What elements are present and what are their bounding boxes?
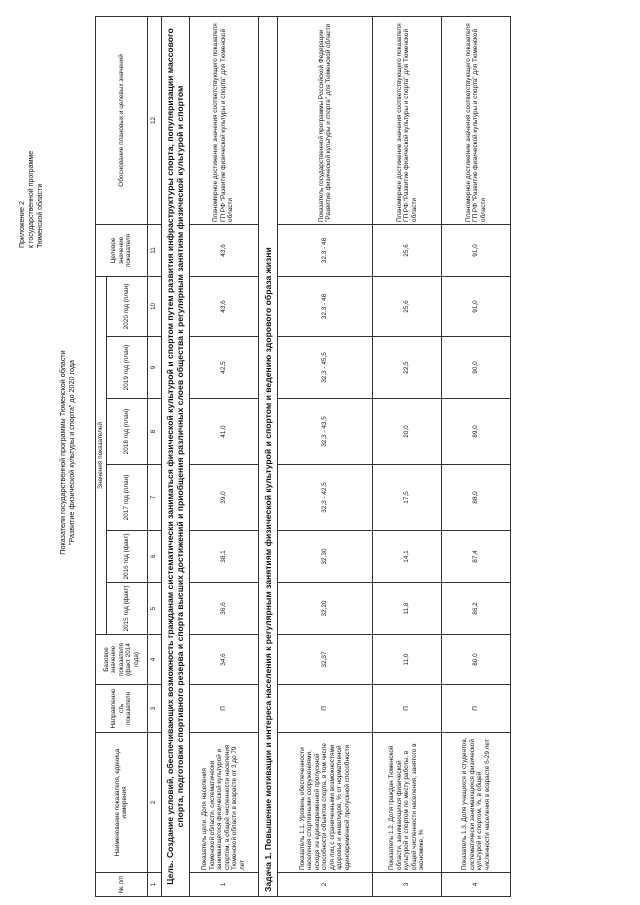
column-number-row: [147, 16, 161, 896]
appendix-line-1: Приложение 2: [19, 201, 26, 248]
header-2016: 2016 год (факт): [106, 531, 147, 583]
row-2015: 86,2: [442, 583, 511, 635]
header-values: Значения показателей: [96, 276, 107, 634]
row-name: Показатель 1.1. Уровень обеспеченности населения спортивными сооружениями, исходя из единовременной пропускной способности объектов спорта, в том числе для лиц с ограниченными возможностями здоровья и инвалидов, % от нормативной единовременной пропускной способности: [278, 733, 373, 873]
header-2018: 2018 год (план): [106, 399, 147, 465]
row-target: 91,0: [442, 224, 511, 276]
row-2015: 11,8: [373, 583, 442, 635]
goal-row: [161, 16, 189, 896]
row-reason: Планомерное достижение значения соответствующего показателя ГП РФ "Развитие физической культуры и спорта" для Тюменской области: [442, 16, 511, 224]
indicators-table: [95, 16, 511, 897]
row-num: 2: [278, 873, 373, 897]
header-2017: 2017 год (план): [106, 465, 147, 531]
row-2020: 32,3 - 48: [278, 276, 373, 336]
row-num: 3: [373, 873, 442, 897]
appendix-note: [18, 18, 45, 248]
task-row: [258, 16, 278, 896]
row-base: 80,0: [442, 635, 511, 685]
row-base: 11,0: [373, 635, 442, 685]
row-direction: П: [373, 685, 442, 733]
row-2016: 32,30: [278, 531, 373, 583]
row-2017: 88,0: [442, 465, 511, 531]
row-2018: 41,0: [189, 399, 258, 465]
header-direction: Направленно сть показателя: [96, 685, 148, 733]
row-target: 32,3 - 48: [278, 224, 373, 276]
table-row: [373, 16, 442, 896]
row-2017: 17,5: [373, 465, 442, 531]
row-2020: 43,6: [189, 276, 258, 336]
table-row: [189, 16, 258, 896]
col-number: 11: [147, 224, 161, 276]
document-title: [58, 200, 76, 705]
row-2020: 91,0: [442, 276, 511, 336]
header-2020: 2020 год (план): [106, 276, 147, 336]
col-number: 7: [147, 465, 161, 531]
table-row: [442, 16, 511, 896]
header-row-top: [96, 16, 107, 896]
row-target: 25,6: [373, 224, 442, 276]
col-number: 3: [147, 685, 161, 733]
row-2015: 32,20: [278, 583, 373, 635]
title-line-1: Показатели государственной программы Тюменской области: [58, 350, 67, 555]
row-2015: 36,6: [189, 583, 258, 635]
header-2015: 2015 год (факт): [106, 583, 147, 635]
header-reason: Обоснование плановых и целевых значений: [96, 16, 148, 224]
row-2016: 14,1: [373, 531, 442, 583]
row-direction: П: [189, 685, 258, 733]
row-num: 4: [442, 873, 511, 897]
row-direction: П: [278, 685, 373, 733]
row-base: 34,6: [189, 635, 258, 685]
row-direction: П: [442, 685, 511, 733]
row-2020: 25,6: [373, 276, 442, 336]
appendix-line-3: Тюменской области: [37, 183, 44, 248]
row-2017: 32,3 - 42,5: [278, 465, 373, 531]
header-num: № п/п: [96, 873, 148, 897]
header-2019: 2019 год (план): [106, 337, 147, 399]
row-num: 1: [189, 873, 258, 897]
row-2018: 32,3 - 43,5: [278, 399, 373, 465]
col-number: 9: [147, 337, 161, 399]
col-number: 8: [147, 399, 161, 465]
row-2018: 20,0: [373, 399, 442, 465]
row-2016: 38,1: [189, 531, 258, 583]
row-2019: 90,0: [442, 337, 511, 399]
row-2019: 22,5: [373, 337, 442, 399]
task-1-text: Задача 1. Повышение мотивации и интереса населения к регулярным занятиям физической культурой и спортом и ведению здорового образа жизни: [258, 16, 278, 896]
row-name: Показатель 1.2. Доля граждан Тюменской области, занимающихся физической культурой и спортом по месту работы, в общей численности населения, занятого в экономике, %: [373, 733, 442, 873]
row-2019: 32,3 - 45,5: [278, 337, 373, 399]
col-number: 2: [147, 733, 161, 873]
row-2016: 87,4: [442, 531, 511, 583]
row-name: Показатель 1.3. Доля учащихся и студентов, систематически занимающихся физической культурой и спортом, %, в общей численности населения в возрасте 6-29 лет: [442, 733, 511, 873]
row-reason: Планомерное достижение значения соответствующего показателя ГП РФ "Развитие физической культуры и спорта" для Тюменской области: [189, 16, 258, 224]
row-base: 32,37: [278, 635, 373, 685]
col-number: 6: [147, 531, 161, 583]
row-2019: 42,5: [189, 337, 258, 399]
col-number: 5: [147, 583, 161, 635]
row-reason: Показатель государственной программы Российской Федерации "Развитие физической культуры и спорта" для Тюменской области: [278, 16, 373, 224]
row-reason: Планомерное достижение значения соответствующего показателя ГП РФ "Развитие физической культуры и спорта" для Тюменской области: [373, 16, 442, 224]
appendix-line-2: к государственной программе: [28, 150, 35, 248]
row-target: 43,6: [189, 224, 258, 276]
row-2018: 89,0: [442, 399, 511, 465]
title-line-2: "Развитие физической культуры и спорта" до 2020 года: [67, 359, 76, 546]
row-2017: 39,0: [189, 465, 258, 531]
table-row: [278, 16, 373, 896]
header-base: Базовое значение показателя (факт 2014 года): [96, 635, 148, 685]
header-name: Наименование показателя, единица измерения: [96, 733, 148, 873]
col-number: 4: [147, 635, 161, 685]
goal-text: Цель. Создание условий, обеспечивающих возможность гражданам систематически заниматься физической культурой и спортом путем развития инфраструктуры спорта, популяризации массового спорта, подготовки спортивного резерва и спорта высших достижений и приобщения различных слоев общества к регулярным занятиям физической культурой и спортом: [161, 16, 189, 896]
col-number: 1: [147, 873, 161, 897]
col-number: 12: [147, 16, 161, 224]
header-target: Целевое значение показателя: [96, 224, 148, 276]
col-number: 10: [147, 276, 161, 336]
row-name: Показатель цели. Доля населения Тюменской области, систематически занимающегося физической культурой и спортом, в общей численности населения Тюменской области в возрасте от 3 до 79 лет: [189, 733, 258, 873]
